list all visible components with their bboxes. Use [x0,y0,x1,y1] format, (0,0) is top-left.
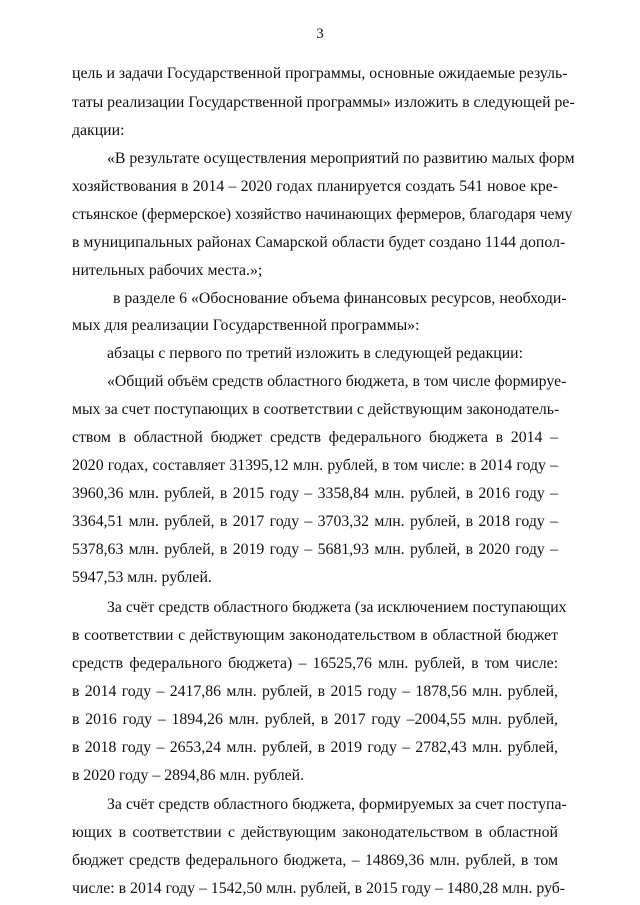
text-line: в 2014 году – 2417,86 млн. рублей, в 2015 году – 1878,56 млн. рублей, [72,683,558,700]
text-line: За счёт средств областного бюджета, формируемых за счет поступа- [107,796,567,813]
text-line: За счёт средств областного бюджета (за исключением поступающих [107,599,567,616]
text-line: 2020 годах, составляет 31395,12 млн. рублей, в том числе: в 2014 году – [72,457,558,474]
text-line: в соответствии с действующим законодательством в областной бюджет [72,627,558,644]
text-line: мых за счет поступающих в соответствии с действующим законодатель- [72,401,560,418]
text-line: абзацы с первого по третий изложить в следующей редакции: [107,345,523,362]
text-line: в разделе 6 «Обоснование объема финансовых ресурсов, необходи- [113,290,567,307]
text-line: цель и задачи Государственной программы, основные ожидаемые резуль- [72,65,568,82]
text-line: мых для реализации Государственной программы»: [72,317,420,334]
text-line: «Общий объём средств областного бюджета, в том числе формируе- [107,373,567,390]
text-line: «В результате осуществления мероприятий по развитию малых форм [107,150,575,167]
text-line: бюджет средств федерального бюджета, – 14869,36 млн. рублей, в том [72,852,558,869]
text-line: ющих в соответствии с действующим законодательством в областной [72,824,558,841]
text-line: таты реализации Государственной программы» изложить в следующей ре- [72,94,575,111]
text-line: 3960,36 млн. рублей, в 2015 году – 3358,84 млн. рублей, в 2016 году – [72,485,558,502]
text-line: средств федерального бюджета) – 16525,76 млн. рублей, в том числе: [72,655,558,672]
page-number: 3 [316,26,324,42]
text-line: ством в областной бюджет средств федерального бюджета в 2014 – [72,429,558,446]
text-line: 5947,53 млн. рублей. [72,569,212,586]
text-line: в 2018 году – 2653,24 млн. рублей, в 2019 году – 2782,43 млн. рублей, [72,739,558,756]
text-line: 3364,51 млн. рублей, в 2017 году – 3703,32 млн. рублей, в 2018 году – [72,513,558,530]
text-line: дакции: [72,122,125,139]
text-line: числе: в 2014 году – 1542,50 млн. рублей, в 2015 году – 1480,28 млн. руб- [72,880,566,897]
text-line: в 2016 году – 1894,26 млн. рублей, в 2017 году –2004,55 млн. рублей, [72,711,558,728]
text-line: в муниципальных районах Самарской области будет создано 1144 допол- [72,234,566,251]
text-line: стьянское (фермерское) хозяйство начинающих фермеров, благодаря чему [72,206,573,223]
text-line: хозяйствования в 2014 – 2020 годах планируется создать 541 новое кре- [72,178,558,195]
text-line: нительных рабочих места.»; [72,262,263,279]
text-line: 5378,63 млн. рублей, в 2019 году – 5681,93 млн. рублей, в 2020 году – [72,541,558,558]
text-line: в 2020 году – 2894,86 млн. рублей. [72,767,305,784]
